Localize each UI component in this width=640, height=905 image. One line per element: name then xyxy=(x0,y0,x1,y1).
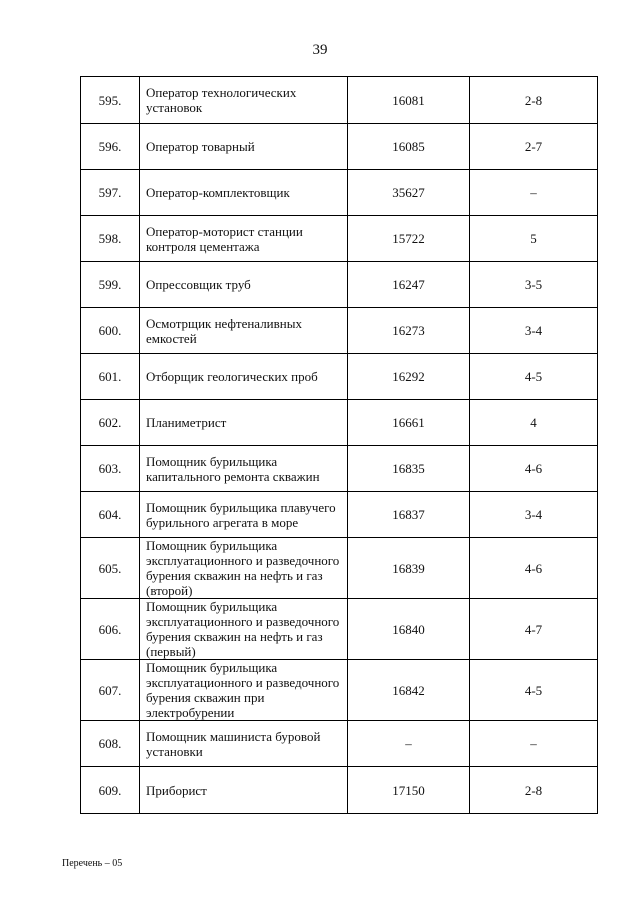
profession-code-cell: 16273 xyxy=(348,308,470,354)
profession-name-cell: Оператор-комплектовщик xyxy=(140,170,348,216)
profession-code-cell: 16842 xyxy=(348,660,470,721)
table-row xyxy=(81,767,598,814)
row-number-cell: 608. xyxy=(81,721,140,767)
category-cell: – xyxy=(470,721,598,767)
table-row xyxy=(81,446,598,492)
row-number-cell: 600. xyxy=(81,308,140,354)
category-cell: 3-4 xyxy=(470,492,598,538)
category-cell: 4 xyxy=(470,400,598,446)
profession-name-cell: Оператор технологических установок xyxy=(140,77,348,124)
profession-name-cell: Помощник бурильщика плавучего бурильного агрегата в море xyxy=(140,492,348,538)
category-cell: 4-6 xyxy=(470,446,598,492)
table-row xyxy=(81,170,598,216)
professions-table xyxy=(80,76,598,814)
table-row xyxy=(81,354,598,400)
row-number-cell: 601. xyxy=(81,354,140,400)
profession-name-cell: Помощник бурильщика капитального ремонта скважин xyxy=(140,446,348,492)
table-row xyxy=(81,124,598,170)
footer-label: Перечень – 05 xyxy=(62,858,123,869)
profession-name-cell: Оператор-моторист станции контроля цементажа xyxy=(140,216,348,262)
profession-code-cell: 16081 xyxy=(348,77,470,124)
table-row xyxy=(81,599,598,660)
category-cell: 4-6 xyxy=(470,538,598,599)
row-number-cell: 602. xyxy=(81,400,140,446)
profession-name-cell: Помощник бурильщика эксплуатационного и разведочного бурения скважин на нефть и газ (первый) xyxy=(140,599,348,660)
table-row xyxy=(81,400,598,446)
category-cell: 2-7 xyxy=(470,124,598,170)
profession-code-cell: 17150 xyxy=(348,767,470,814)
profession-code-cell: 16247 xyxy=(348,262,470,308)
profession-code-cell: 35627 xyxy=(348,170,470,216)
page-number: 39 xyxy=(312,42,328,58)
row-number-cell: 606. xyxy=(81,599,140,660)
row-number-cell: 599. xyxy=(81,262,140,308)
profession-name-cell: Помощник машиниста буровой установки xyxy=(140,721,348,767)
category-cell: 2-8 xyxy=(470,77,598,124)
category-cell: 4-5 xyxy=(470,660,598,721)
category-cell: 3-4 xyxy=(470,308,598,354)
row-number-cell: 598. xyxy=(81,216,140,262)
row-number-cell: 595. xyxy=(81,77,140,124)
profession-code-cell: 16840 xyxy=(348,599,470,660)
category-cell: 3-5 xyxy=(470,262,598,308)
category-cell: – xyxy=(470,170,598,216)
profession-name-cell: Помощник бурильщика эксплуатационного и разведочного бурения скважин при электробурении xyxy=(140,660,348,721)
profession-code-cell: 16835 xyxy=(348,446,470,492)
category-cell: 4-5 xyxy=(470,354,598,400)
profession-code-cell: 16839 xyxy=(348,538,470,599)
table-row xyxy=(81,77,598,124)
row-number-cell: 603. xyxy=(81,446,140,492)
table-row xyxy=(81,308,598,354)
category-cell: 5 xyxy=(470,216,598,262)
profession-name-cell: Оператор товарный xyxy=(140,124,348,170)
profession-name-cell: Приборист xyxy=(140,767,348,814)
table-body xyxy=(81,77,598,814)
row-number-cell: 605. xyxy=(81,538,140,599)
profession-name-cell: Планиметрист xyxy=(140,400,348,446)
profession-code-cell: 16661 xyxy=(348,400,470,446)
table-row xyxy=(81,262,598,308)
row-number-cell: 604. xyxy=(81,492,140,538)
table-row xyxy=(81,216,598,262)
category-cell: 2-8 xyxy=(470,767,598,814)
profession-code-cell: 16292 xyxy=(348,354,470,400)
profession-name-cell: Осмотрщик нефтеналивных емкостей xyxy=(140,308,348,354)
row-number-cell: 597. xyxy=(81,170,140,216)
table-row xyxy=(81,660,598,721)
table-row xyxy=(81,538,598,599)
row-number-cell: 607. xyxy=(81,660,140,721)
table-row xyxy=(81,721,598,767)
profession-code-cell: 16837 xyxy=(348,492,470,538)
category-cell: 4-7 xyxy=(470,599,598,660)
profession-code-cell: – xyxy=(348,721,470,767)
table-row xyxy=(81,492,598,538)
profession-name-cell: Помощник бурильщика эксплуатационного и разведочного бурения скважин на нефть и газ (второй) xyxy=(140,538,348,599)
profession-name-cell: Опрессовщик труб xyxy=(140,262,348,308)
row-number-cell: 609. xyxy=(81,767,140,814)
profession-name-cell: Отборщик геологических проб xyxy=(140,354,348,400)
profession-code-cell: 15722 xyxy=(348,216,470,262)
profession-code-cell: 16085 xyxy=(348,124,470,170)
row-number-cell: 596. xyxy=(81,124,140,170)
